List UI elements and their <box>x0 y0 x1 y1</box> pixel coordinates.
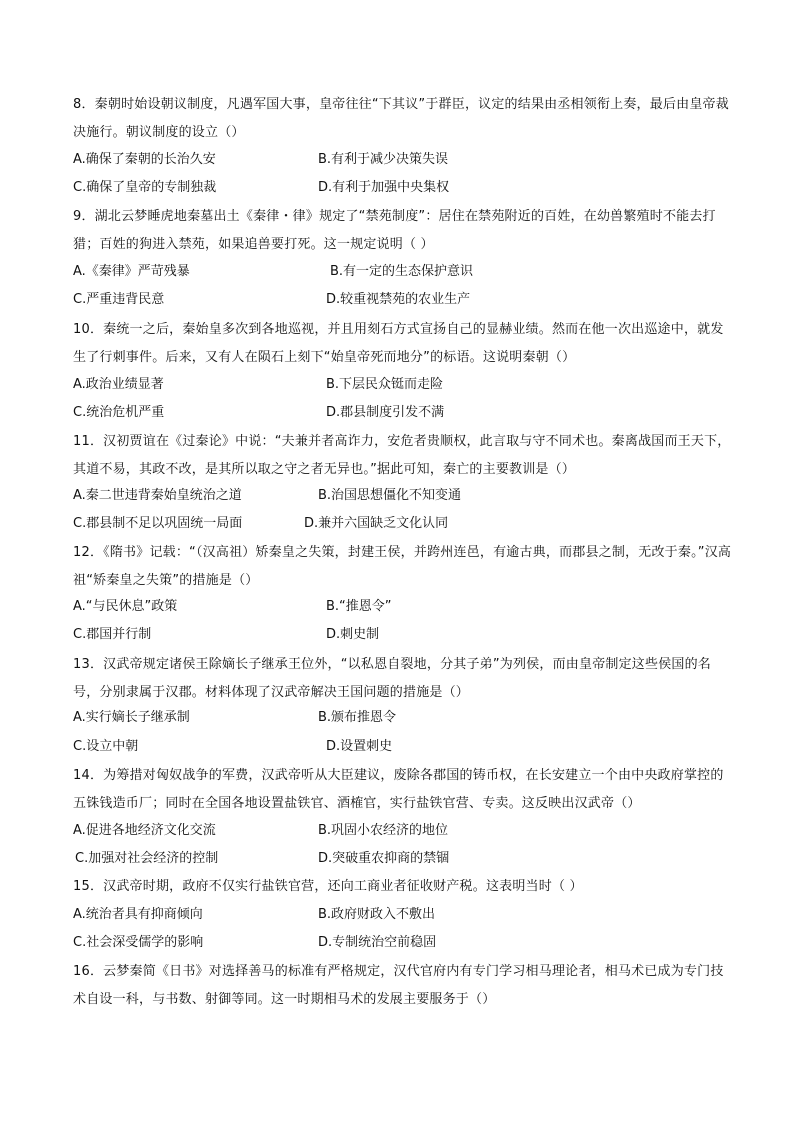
question-9-option-c: C.严重违背民意 <box>73 292 165 307</box>
question-10-option-d: D.郡县制度引发不满 <box>326 405 445 420</box>
question-10-option-a: A.政治业绩显著 <box>73 377 164 392</box>
question-13-option-a: A.实行嫡长子继承制 <box>73 710 190 725</box>
question-11-option-c: C.郡县制不足以巩固统一局面 <box>73 516 243 531</box>
question-15-stem: 15．汉武帝时期，政府不仅实行盐铁官营，还向工商业者征收财产税。这表明当时（ ） <box>73 879 583 894</box>
question-14-stem: 14．为筹措对匈奴战争的军费，汉武帝听从大臣建议，废除各郡国的铸币权，在长安建立一个由中央政府掌控的五铢钱造币厂；同时在全国各地设置盐铁官、酒榷官，实行盐铁官营、专卖。这反映出汉武帝（） <box>73 768 724 811</box>
question-10-option-b: B.下层民众铤而走险 <box>326 377 444 392</box>
question-9-stem: 9．湖北云梦睡虎地秦墓出土《秦律・律》规定了“禁苑制度”：居住在禁苑附近的百姓，在幼兽繁殖时不能去打猎；百姓的狗进入禁苑，如果追兽要打死。这一规定说明（ ） <box>73 209 716 252</box>
question-15-option-c: C.社会深受儒学的影响 <box>73 935 204 950</box>
question-12-option-b: B.“推恩令” <box>326 599 392 614</box>
question-15-option-a: A.统治者具有抑商倾向 <box>73 907 203 922</box>
question-15-option-b: B.政府财政入不敷出 <box>318 907 436 922</box>
question-14-option-b: B.巩固小农经济的地位 <box>318 823 449 838</box>
question-15-option-d: D.专制统治空前稳固 <box>318 935 437 950</box>
question-11-option-b: B.治国思想僵化不知变通 <box>318 488 462 503</box>
question-13-option-b: B.颁布推恩令 <box>318 710 397 725</box>
question-11-option-d: D.兼并六国缺乏文化认同 <box>304 516 449 531</box>
question-14-option-d: D.突破重农抑商的禁锢 <box>318 851 450 866</box>
question-12-stem: 12．《隋书》记载：“（汉高祖）矫秦皇之失策，封建王侯，并跨州连邑，有逾古典，而郡县之制，无改于秦。”汉高祖“矫秦皇之失策”的措施是（） <box>73 545 732 588</box>
question-8-option-d: D.有利于加强中央集权 <box>318 180 450 195</box>
question-13-option-d: D.设置刺史 <box>326 739 393 754</box>
question-14-option-c: C.加强对社会经济的控制 <box>75 851 219 866</box>
question-13-option-c: C.设立中朝 <box>73 739 139 754</box>
question-11-stem: 11．汉初贾谊在《过秦论》中说：“夫兼并者高诈力，安危者贵顺权，此言取与守不同术也。秦离战国而王天下，其道不易，其政不改，是其所以取之守之者无异也。”据此可知，秦亡的主要教训是（） <box>73 434 731 477</box>
question-8-stem: 8．秦朝时始设朝议制度，凡遇军国大事，皇帝往往“下其议”于群臣，议定的结果由丞相领衔上奏，最后由皇帝裁决施行。朝议制度的设立（） <box>73 97 729 140</box>
question-10-stem: 10．秦统一之后，秦始皇多次到各地巡视，并且用刻石方式宣扬自己的显赫业绩。然而在他一次出巡途中，就发生了行刺事件。后来，又有人在陨石上刻下“始皇帝死而地分”的标语。这说明秦朝（） <box>73 322 724 365</box>
question-9-option-d: D.较重视禁苑的农业生产 <box>326 292 471 307</box>
question-9-option-b: B.有一定的生态保护意识 <box>330 264 474 279</box>
question-12-option-d: D.刺史制 <box>326 627 380 642</box>
question-8-option-a: A.确保了秦朝的长治久安 <box>73 152 216 167</box>
question-9-option-a: A.《秦律》严苛残暴 <box>73 264 190 279</box>
question-13-stem: 13．汉武帝规定诸侯王除嫡长子继承王位外，“以私恩自裂地，分其子弟”为列侯，而由皇帝制定这些侯国的名号，分别隶属于汉郡。材料体现了汉武帝解决王国问题的措施是（） <box>73 657 712 700</box>
question-10-option-c: C.统治危机严重 <box>73 405 165 420</box>
question-14-option-a: A.促进各地经济文化交流 <box>73 823 216 838</box>
question-8-option-c: C.确保了皇帝的专制独裁 <box>73 180 217 195</box>
question-12-option-c: C.郡国并行制 <box>73 627 152 642</box>
question-16-stem: 16．云梦秦简《日书》对选择善马的标准有严格规定，汉代官府内有专门学习相马理论者，相马术已成为专门技术自设一科，与书数、射御等同。这一时期相马术的发展主要服务于（） <box>73 964 724 1007</box>
question-12-option-a: A.“与民休息”政策 <box>73 599 178 614</box>
question-8-option-b: B.有利于减少决策失误 <box>318 152 449 167</box>
question-11-option-a: A.秦二世违背秦始皇统治之道 <box>73 488 242 503</box>
